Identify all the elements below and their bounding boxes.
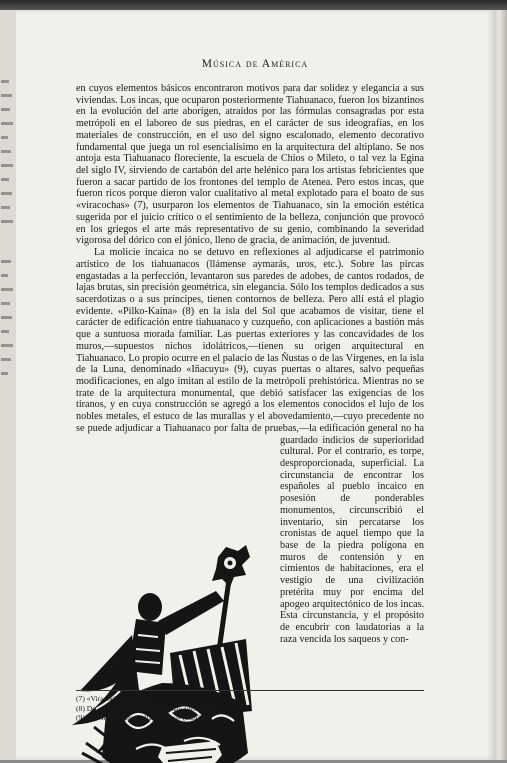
footnote-9: (9) De «iñaka» (doncella) y «uyu» (cancha) [76, 713, 209, 723]
paragraph-2 [76, 247, 424, 645]
footnote-8: (8) De «Pilko» (pájaro). y «Kaina» (descanso). [76, 703, 219, 713]
paragraph-2-text-after: puede adjudicar a Tiahuanaco por falta de pruebas,—la edificación general no ha guardado indicios de superioridad cultural. Por el contrario, es torpe, desproporcionada, superficial. La circunstancia de encontrar los españoles al pueblo incaico en posesión de ponderables monumentos, circunscribió el inventario, sin percatarse los cronistas de aquel tiempo que la base de la piedra polígona en muros de contensión y en cimientos de habitaciones, era el vestigio de una civilización pretérita muy por encima del apogeo arquitectónico de los incas. Esta circunstancia, y el propósito de encubrir con laudatorias a la raza vencida los saqueos y con- [84, 422, 424, 645]
paragraph-2-text [76, 247, 424, 645]
paragraph-1: en cuyos elementos básicos encontraron motivos para dar solidez y elegancia a sus viviendas. Los incas, que ocuparon posteriormente Tiahuanaco, fueron los bizantinos en la evolución del arte aborigen, atraídos por las fórmulas consagradas por esta metrópoli en el laboreo de sus piedras, en el carácter de sus ideografías, en los materiales de construcción, en el uso del signo escalonado, elemento decorativo fundamental que juega un rol esencialísimo en la arquitectura del altiplano. Se nos antoja esta Tiahuanaco floreciente, la escuela de Chios o Mileto, o tal vez la Egina del siglo IV, sirviendo de cartabón del arte helénico para los artistas febricientes que fueron a sacar partido de los frontones del templo de Atenea. Pero estos incas, que fueron ricos porque dieron valor cualitativo al metal explotado para el boato de sus «viracochas» (7), usurparon los elementos de Tiahuanaco, sin la emoción estética sugerida por el juicio crítico o el sentimiento de la belleza, conjunción que provocó en los griegos el arte más representativo de su genio, combinando la severidad vigorosa del dórico con el jónico, lleno de gracia, de animación, de juventud. [76, 83, 424, 247]
previous-page-edge [0, 10, 17, 760]
scan-top-edge [0, 0, 507, 10]
right-page-edge [494, 10, 507, 760]
paragraph-2-text-before: La molicie incaica no se detuvo en reflexiones al adjudicarse el patrimonio artístico de los tiahuanacos (llámense aymarás, uros, etc.). Sobre las pircas engastadas a la perfección, levantaron sus paredes de adobes, de cantos rodados, de lajas brutas, sin precisión geométrica, sin elegancia. Sólo los templos dedicados a sus sacerdotizas o a sus príncipes, tienen contornos de belleza. Pero allí está el plagio evidente. «Pilko-Kaina» (8) en la isla del Sol que acabamos de visitar, tiene el carácter de edificación entre tiahuanaco y cuzqueño, con aplicaciones a bastión más que a suntuosa morada familiar. Las puertas exteriores y las concavidades de los muros,—supuestos nichos idolátricos,—tienen su origen arquitectural en Tiahuanaco. Lo propio ocurre en el palacio de las Ñustas o de las Vírgenes, en la isla de la Luna, denominado «Iñacuyu» (9), cuyas puertas o altares, salvo pequeñas modificaciones, en algo imitan al estilo de la metrópoli prehistórica. Mientras no se trate de la arquitectura monumental, que debió satisfacer las exigencias de los tiranos, y en cuya construcción se agregó a los elementos conocidos el lujo de los nobles metales, el estuco de las murallas y el abovedamiento,—cuyo precedente no se [76, 247, 424, 434]
footnote-7: (7) «Viracocha» (Señor). [76, 694, 152, 703]
book-page [16, 10, 494, 760]
footnotes [76, 690, 424, 723]
running-head: Música de América [201, 58, 309, 70]
body-text [76, 83, 424, 763]
